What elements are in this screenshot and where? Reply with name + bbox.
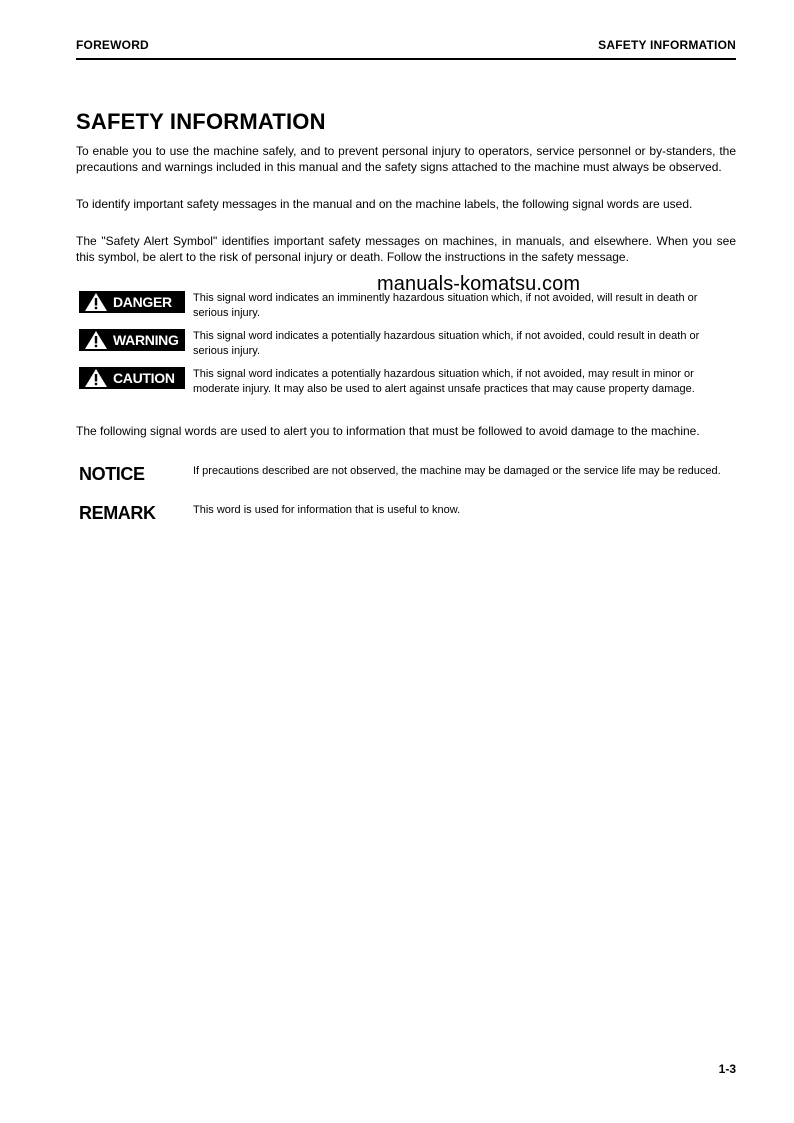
header-chapter-title: SAFETY INFORMATION: [598, 38, 736, 52]
alert-symbol-paragraph: The "Safety Alert Symbol" identifies important safety messages on machines, in manuals, and elsewhere. When you see this symbol, be alert to the risk of personal injury or death. Follow the instructions in the safety message.: [76, 234, 736, 264]
page-number: 1-3: [718, 1062, 736, 1076]
signal-words-paragraph: To identify important safety messages in the manual and on the machine labels, the following signal words are used.: [76, 197, 693, 211]
page-header: [76, 38, 736, 60]
page-title: SAFETY INFORMATION: [76, 109, 326, 134]
warning-badge: [79, 329, 185, 351]
danger-description: This signal word indicates an imminently hazardous situation which, if not avoided, will result in death or serious injury.: [193, 292, 698, 319]
warning-triangle-icon: [85, 369, 107, 387]
danger-badge: [79, 291, 185, 313]
remark-description: This word is used for information that is useful to know.: [193, 504, 461, 516]
warning-triangle-icon: [85, 293, 107, 311]
caution-badge: [79, 367, 185, 389]
remark-label: REMARK: [79, 503, 156, 523]
caution-description: This signal word indicates a potentially hazardous situation which, if not avoided, may result in minor or moderate injury. It may also be used to alert against unsafe practices that may cause property damage.: [193, 368, 695, 395]
warning-label: WARNING: [113, 332, 179, 348]
notice-label: NOTICE: [79, 464, 145, 484]
notice-description: If precautions described are not observed, the machine may be damaged or the service life may be reduced.: [193, 465, 721, 477]
warning-description: This signal word indicates a potentially hazardous situation which, if not avoided, could result in death or serious injury.: [193, 330, 700, 357]
caution-label: CAUTION: [113, 370, 175, 386]
intro-paragraph: To enable you to use the machine safely, and to prevent personal injury to operators, service personnel or by-standers, the precautions and warnings included in this manual and the safety signs attached to the machine must always be observed.: [76, 144, 736, 174]
damage-intro-paragraph: The following signal words are used to alert you to information that must be followed to avoid damage to the machine.: [76, 424, 700, 438]
watermark: manuals-komatsu.com: [377, 273, 581, 295]
header-section-name: FOREWORD: [76, 38, 149, 52]
danger-label: DANGER: [113, 294, 172, 310]
warning-triangle-icon: [85, 331, 107, 349]
